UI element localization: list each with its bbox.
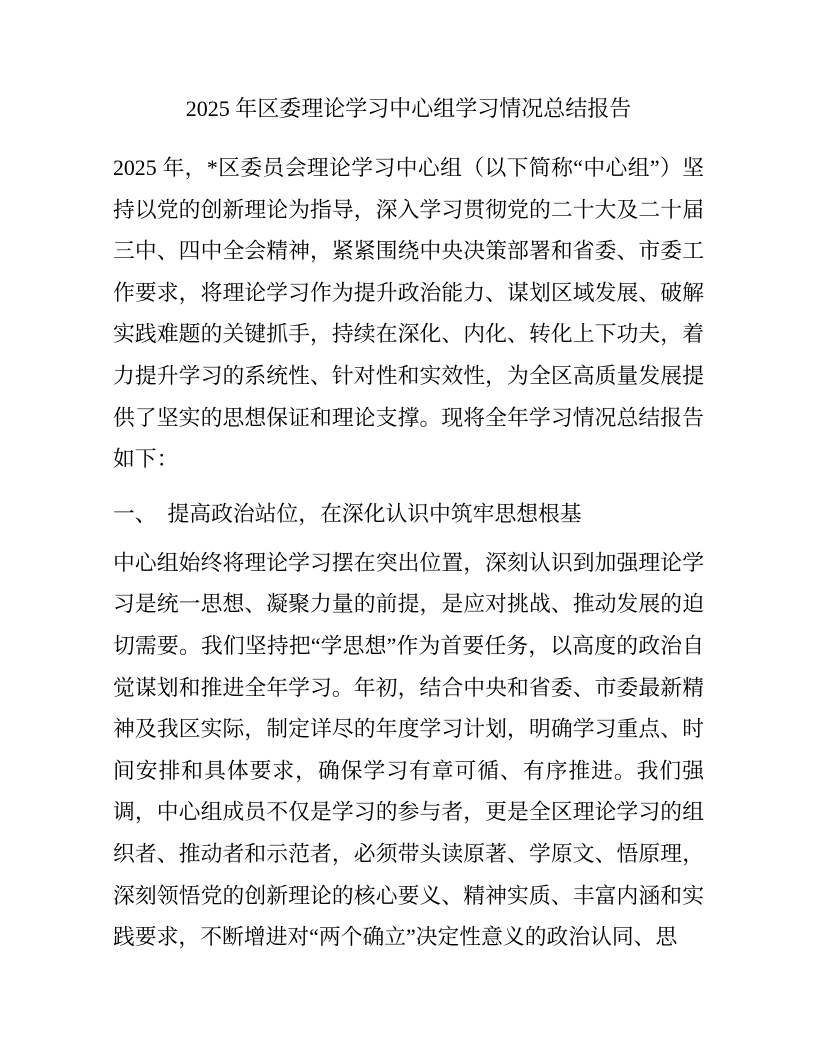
- section-1-heading: 一、 提高政治站位，在深化认识中筑牢思想根基: [113, 501, 582, 526]
- intro-paragraph: 2025 年，*区委员会理论学习中心组（以下简称“中心组”）坚持以党的创新理论为指导，深入学习贯彻党的二十大及二十届三中、四中全会精神，紧紧围绕中央决策部署和省委、市委工作要求，将理论学习作为提升政治能力、谋划区域发展、破解实践难题的关键抓手，持续在深化、内化、转化上下功夫，着力提升学习的系统性、针对性和实效性，为全区高质量发展提供了坚实的思想保证和理论支撑。现将全年学习情况总结报告如下：: [113, 156, 704, 472]
- section-1-paragraph: 中心组始终将理论学习摆在突出位置，深刻认识到加强理论学习是统一思想、凝聚力量的前提，是应对挑战、推动发展的迫切需要。我们坚持把“学思想”作为首要任务，以高度的政治自觉谋划和推进全年学习。年初，结合中央和省委、市委最新精神及我区实际，制定详尽的年度学习计划，明确学习重点、时间安排和具体要求，确保学习有章可循、有序推进。我们强调，中心组成员不仅是学习的参与者，更是全区理论学习的组织者、推动者和示范者，必须带头读原著、学原文、悟原理，深刻领悟党的创新理论的核心要义、精神实质、丰富内涵和实践要求，不断增进对“两个确立”决定性意义的政治认同、思: [113, 550, 704, 950]
- document-title: 2025 年区委理论学习中心组学习情况总结报告: [185, 96, 632, 121]
